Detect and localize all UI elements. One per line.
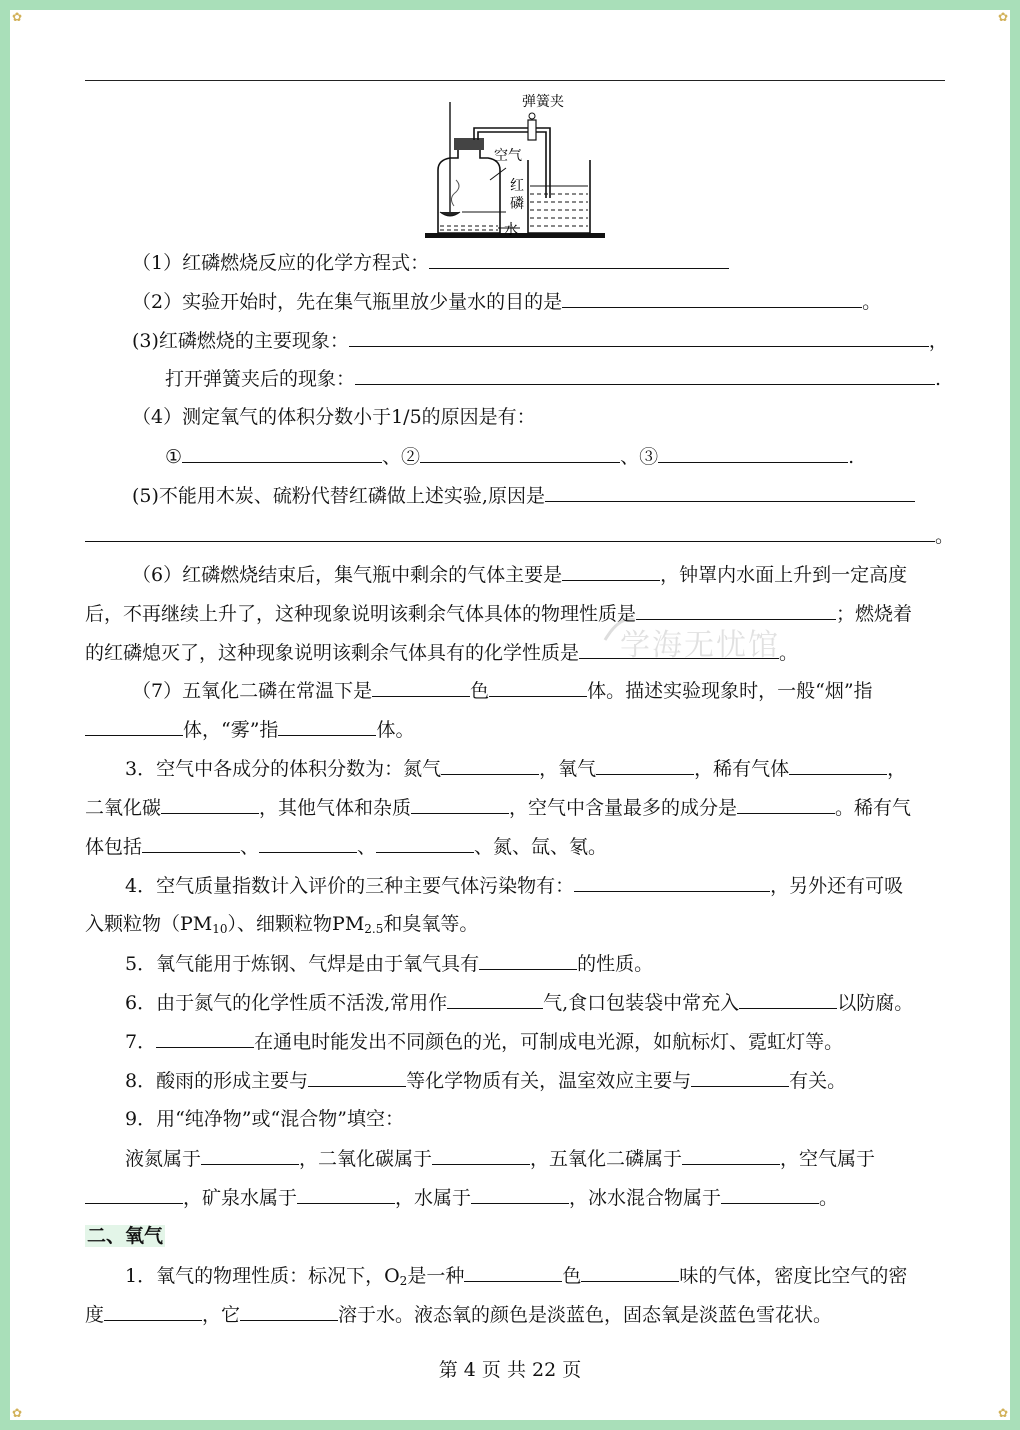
answer-blank[interactable] [636, 601, 836, 620]
answer-blank[interactable] [161, 795, 259, 814]
question-6b: 后，不再继续上升了，这种现象说明该剩余气体具体的物理性质是 ；燃烧着 [85, 603, 913, 625]
answer-blank[interactable] [691, 1068, 789, 1087]
item-9a: 液氮属于 ，二氧化碳属于 ，五氧化二磷属于 ，空气属于 [125, 1148, 876, 1170]
oxygen-1a: 1．氧气的物理性质：标况下，$O_2$是一种 色 味的气体，密度比空气的密 [125, 1265, 908, 1288]
answer-blank[interactable] [429, 250, 729, 269]
answer-blank[interactable] [471, 1185, 569, 1204]
item-3a: 3．空气中各成分的体积分数为：氮气 ，氧气 ，稀有气体 ， [125, 758, 907, 780]
section-heading-oxygen: 二、氧气 [87, 1225, 164, 1247]
answer-blank[interactable] [142, 834, 240, 853]
answer-blank[interactable] [596, 756, 694, 775]
question-5: (5)不能用木炭、硫粉代替红磷做上述实验,原因是 [85, 483, 955, 508]
watermark-text: 学海无忧馆 [620, 628, 780, 663]
question-4: （4）测定氧气的体积分数小于1/5的原因是有： [132, 406, 536, 428]
answer-blank[interactable] [447, 990, 543, 1009]
answer-blank[interactable] [545, 483, 915, 502]
label-water: 水 [504, 222, 518, 238]
item-4a: 4．空气质量指数计入评价的三种主要气体污染物有： ，另外还有可吸 [125, 875, 904, 897]
answer-blank[interactable] [376, 834, 474, 853]
item-5: 5．氧气能用于炼钢、气焊是由于氧气具有 的性质。 [125, 953, 654, 975]
answer-blank[interactable] [441, 756, 539, 775]
answer-blank[interactable] [432, 1146, 530, 1165]
item-8: 8．酸雨的形成主要与 等化学物质有关，温室效应主要与 有关。 [125, 1070, 847, 1092]
page-footer: 第 4 页 共 22 页 [438, 1359, 582, 1381]
answer-blank[interactable] [85, 1185, 183, 1204]
oxygen-1b: 度 ，它 溶于水。液态氧的颜色是淡蓝色，固态氧是淡蓝色雪花状。 [85, 1304, 833, 1326]
answer-blank[interactable] [579, 640, 779, 659]
answer-blank[interactable] [372, 678, 470, 697]
question-2: （2）实验开始时，先在集气瓶里放少量水的目的是 。 [132, 291, 882, 313]
answer-blank[interactable] [581, 1263, 679, 1282]
answer-blank[interactable] [297, 1185, 395, 1204]
corner-ornament-icon: ✿ [997, 1406, 1008, 1420]
label-air: 空气 [494, 148, 522, 164]
question-6c: 的红磷熄灭了，这种现象说明该剩余气体具有的化学性质是 。 [85, 642, 799, 664]
item-3c: 体包括 、 、 、氮、氙、氡。 [85, 836, 608, 858]
item-3b: 二氧化碳 ，其他气体和杂质 ，空气中含量最多的成分是 。稀有气 [85, 797, 912, 819]
item-9b: ，矿泉水属于 ，水属于 ，冰水混合物属于 。 [85, 1185, 955, 1210]
answer-blank[interactable] [489, 678, 587, 697]
question-7b: 体，“雾”指 体。 [85, 717, 955, 742]
item-6: 6．由于氮气的化学性质不活泼,常用作 气,食口包装袋中常充入 以防腐。 [125, 992, 914, 1014]
answer-blank[interactable] [156, 1029, 254, 1048]
question-3b: 打开弹簧夹后的现象： . [165, 368, 942, 390]
question-1: （1）红磷燃烧反应的化学方程式： [85, 250, 955, 275]
item-9: 9．用“纯净物”或“混合物”填空： [125, 1108, 404, 1130]
corner-ornament-icon: ✿ [12, 10, 23, 24]
answer-blank[interactable] [721, 1185, 819, 1204]
answer-blank[interactable] [201, 1146, 299, 1165]
answer-blank[interactable] [355, 366, 935, 385]
answer-blank[interactable] [464, 1263, 562, 1282]
answer-blank[interactable] [182, 444, 382, 463]
apparatus-diagram [410, 88, 610, 248]
worksheet-page [10, 10, 1010, 1420]
question-5-cont: 。 [85, 523, 955, 548]
answer-blank[interactable] [562, 562, 660, 581]
answer-blank[interactable] [85, 523, 935, 542]
answer-blank[interactable] [682, 1146, 780, 1165]
corner-ornament-icon: ✿ [12, 1406, 23, 1420]
answer-blank[interactable] [658, 444, 848, 463]
item-7: 7． 在通电时能发出不同颜色的光，可制成电光源，如航标灯、霓虹灯等。 [125, 1031, 844, 1053]
label-red: 红 [510, 178, 524, 194]
answer-blank[interactable] [574, 873, 770, 892]
answer-blank[interactable] [349, 328, 929, 347]
answer-blank[interactable] [259, 834, 357, 853]
label-clamp: 弹簧夹 [522, 94, 564, 110]
header-rule [85, 80, 945, 81]
corner-ornament-icon: ✿ [997, 10, 1008, 24]
question-7a: （7）五氧化二磷在常温下是 色 体。描述实验现象时，一般“烟”指 [132, 680, 873, 702]
answer-blank[interactable] [789, 756, 887, 775]
answer-blank[interactable] [308, 1068, 406, 1087]
item-4b: 入颗粒物$(PM_{10})$、细颗粒物$PM_{2.5}$和臭氧等。 [85, 913, 479, 936]
answer-blank[interactable] [278, 717, 376, 736]
answer-blank[interactable] [737, 795, 835, 814]
answer-blank[interactable] [104, 1302, 202, 1321]
answer-blank[interactable] [420, 444, 620, 463]
answer-blank[interactable] [562, 289, 862, 308]
answer-blank[interactable] [85, 717, 183, 736]
answer-blank[interactable] [479, 951, 577, 970]
question-6a: （6）红磷燃烧结束后，集气瓶中剩余的气体主要是 ，钟罩内水面上升到一定高度 [132, 564, 908, 586]
question-3a: (3)红磷燃烧的主要现象： ， [132, 330, 948, 352]
question-4-choices: ① 、② 、③ . [165, 446, 855, 468]
label-phosphorus: 磷 [510, 196, 524, 212]
answer-blank[interactable] [240, 1302, 338, 1321]
answer-blank[interactable] [411, 795, 509, 814]
answer-blank[interactable] [739, 990, 837, 1009]
